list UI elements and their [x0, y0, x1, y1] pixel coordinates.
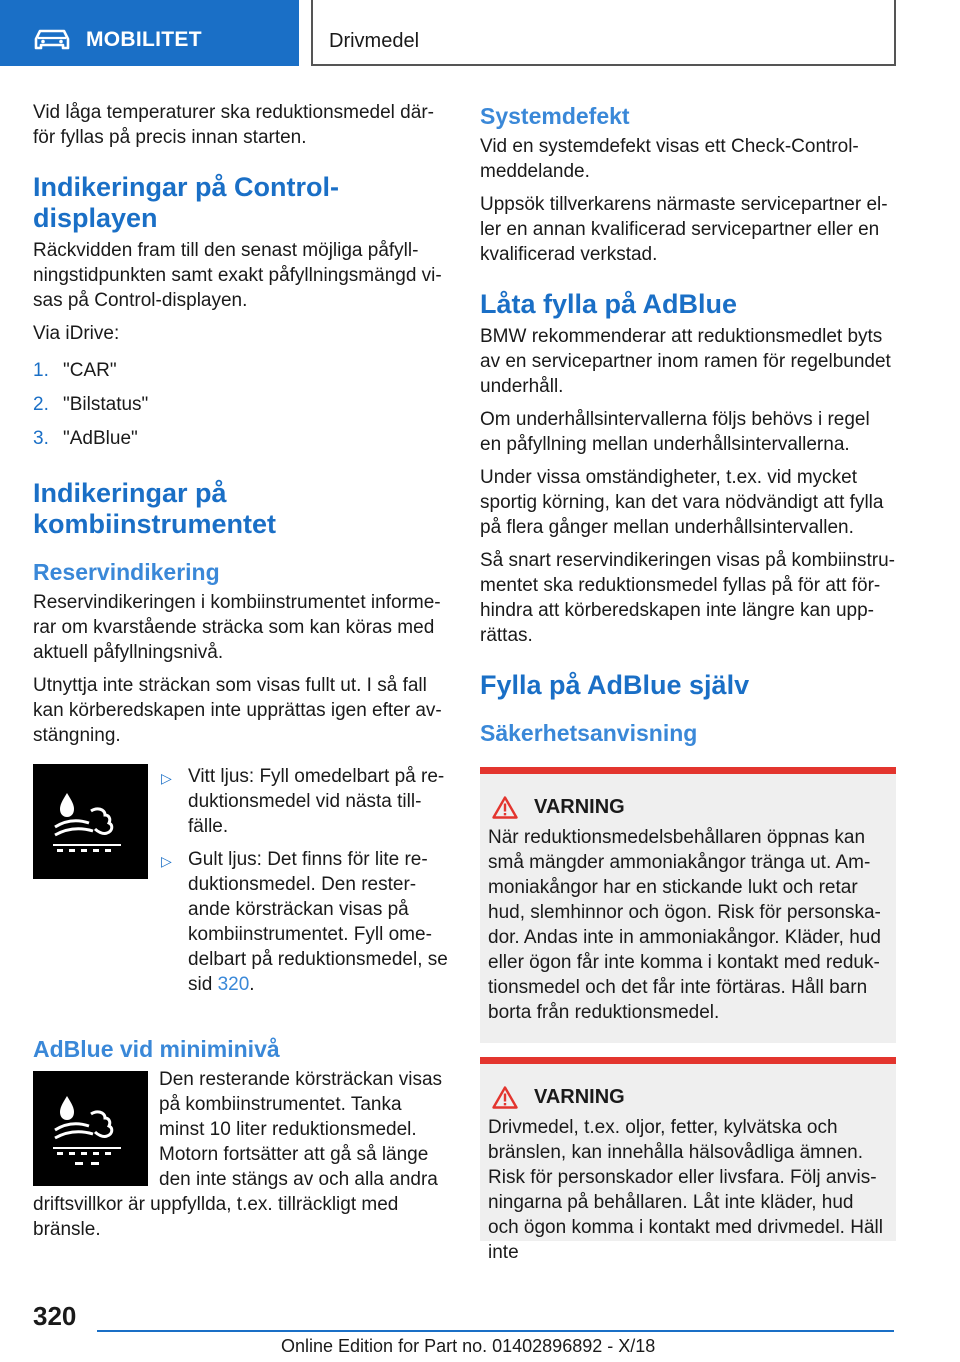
control-display-text: Räckvidden fram till den senast möjliga påfyll-ningstidpunkten samt exakt påfyllningsmängd vi-sas på Control-displayen.	[33, 240, 442, 311]
warning-triangle-icon	[492, 1086, 518, 1109]
service-refill-text-4: Så snart reservindikeringen visas på kombiinstru-mentet ska reduktionsmedel fyllas på för att för-hindra att körberedskapen inte längre kan upp-rättas.	[480, 550, 896, 646]
system-fault-text-1: Vid en systemdefekt visas ett Check-Control-meddelande.	[480, 136, 859, 182]
indicator-row	[33, 764, 448, 1005]
reserve-text-2: Utnyttja inte sträckan som visas fullt ut. I så fall kan körberedskapen inte upprättas igen efter av-stängning.	[33, 675, 442, 746]
minimum-level-block	[33, 1067, 448, 1242]
system-fault-text-2: Uppsök tillverkarens närmaste servicepartner el-ler en annan kvalificerad servicepartner eller en kvalificerad verkstad.	[480, 194, 888, 265]
warning-box-fluids	[480, 1057, 896, 1263]
warning-text: När reduktionsmedelsbehållaren öppnas kan små mängder ammoniakångor tränga ut. Am-moniakångor har en stickande lukt och retar hud, slemhinnor och ögon. Risk för personska-dor. Andas inte in ammoniakångor. Kläder, hud eller ögon får inte komma i kontakt med reduk-tionsmedel och det får inte förtäras. Håll barn borta från reduktionsmedel.	[488, 827, 881, 1023]
heading-control-display: Indikeringar på Control-displayen	[33, 172, 340, 233]
heading-minimum-level: AdBlue vid miniminivå	[33, 1036, 280, 1062]
idrive-steps	[33, 354, 448, 456]
service-refill-text-2: Om underhållsintervallerna följs behövs i regel en påfyllning mellan underhållsintervallerna.	[480, 409, 870, 455]
warning-title: VARNING	[534, 796, 625, 818]
page-number: 320	[33, 1301, 77, 1331]
chapter-title: Drivmedel	[329, 30, 420, 52]
left-column	[33, 100, 448, 1250]
list-item: ▷ Vitt ljus: Fyll omedelbart på re-duktionsmedel vid nästa till-fälle.	[161, 766, 445, 837]
intro-text: Vid låga temperaturer ska reduktionsmedel där-för fyllas på precis innan starten.	[33, 102, 434, 148]
warning-text: Drivmedel, t.ex. oljor, fetter, kylvätska och bränslen, kan innehålla hälsovådliga ämnen. Risk för personskador eller livsfara. Följ anvis-ningarna på behållaren. Låt inte kläder, hud och ögon komma i kontakt med drivmedel. Häll inte	[488, 1117, 883, 1263]
list-item: 2. "Bilstatus"	[33, 394, 149, 415]
triangle-bullet-icon: ▷	[161, 853, 172, 869]
warning-box-ammonia	[480, 767, 896, 1043]
section-title: MOBILITET	[86, 28, 202, 51]
adblue-minimum-icon	[33, 1071, 148, 1186]
heading-reserve: Reservindikering	[33, 559, 220, 585]
section-tab	[0, 0, 299, 66]
footer-divider	[97, 1330, 894, 1332]
warning-triangle-icon	[492, 796, 518, 819]
car-icon	[34, 27, 70, 51]
heading-instrument-cluster: Indikeringar på kombiinstrumentet	[33, 478, 277, 539]
heading-service-refill: Låta fylla på AdBlue	[480, 289, 738, 319]
heading-safety: Säkerhetsanvisning	[480, 720, 698, 746]
service-refill-text-3: Under vissa omständigheter, t.ex. vid mycket sportig körning, kan det vara nödvändigt att fylla på flera gånger mellan underhållsintervallen.	[480, 467, 884, 538]
service-refill-text-1: BMW rekommenderar att reduktionsmedlet byts av en servicepartner inom ramen för regelbundet underhåll.	[480, 326, 891, 397]
list-item: 3. "AdBlue"	[33, 428, 138, 449]
edition-text: Online Edition for Part no. 01402896892 - X/18	[281, 1336, 656, 1356]
list-item: 1. "CAR"	[33, 360, 117, 381]
list-item: ▷ Gult ljus: Det finns för lite re-duktionsmedel. Den rester-ande körsträckan visas på kombiinstrumentet. Fyll ome-delbart på reduktionsmedel, se sid 320.	[161, 849, 448, 995]
chapter-header	[311, 0, 896, 66]
adblue-indicator-icon	[33, 764, 148, 879]
heading-system-fault: Systemdefekt	[480, 103, 630, 129]
indicator-list	[161, 764, 448, 1005]
page-link[interactable]: 320	[217, 974, 250, 995]
right-column	[480, 100, 896, 1263]
warning-title: VARNING	[534, 1086, 625, 1108]
heading-self-refill: Fylla på AdBlue själv	[480, 670, 750, 700]
via-idrive-text: Via iDrive:	[33, 323, 120, 344]
reserve-text-1: Reservindikeringen i kombiinstrumentet informe-rar om kvarstående sträcka som kan köras med aktuell påfyllningsnivå.	[33, 592, 441, 663]
minimum-level-text: Den resterande körsträckan visas på kombiinstrumentet. Tanka minst 10 liter reduktionsmedel. Motorn fortsätter att gå så länge den inte stängs av och alla andra driftsvillkor är uppfyllda, t.ex. tillräckligt med bränsle.	[33, 1069, 443, 1240]
triangle-bullet-icon: ▷	[161, 770, 172, 786]
